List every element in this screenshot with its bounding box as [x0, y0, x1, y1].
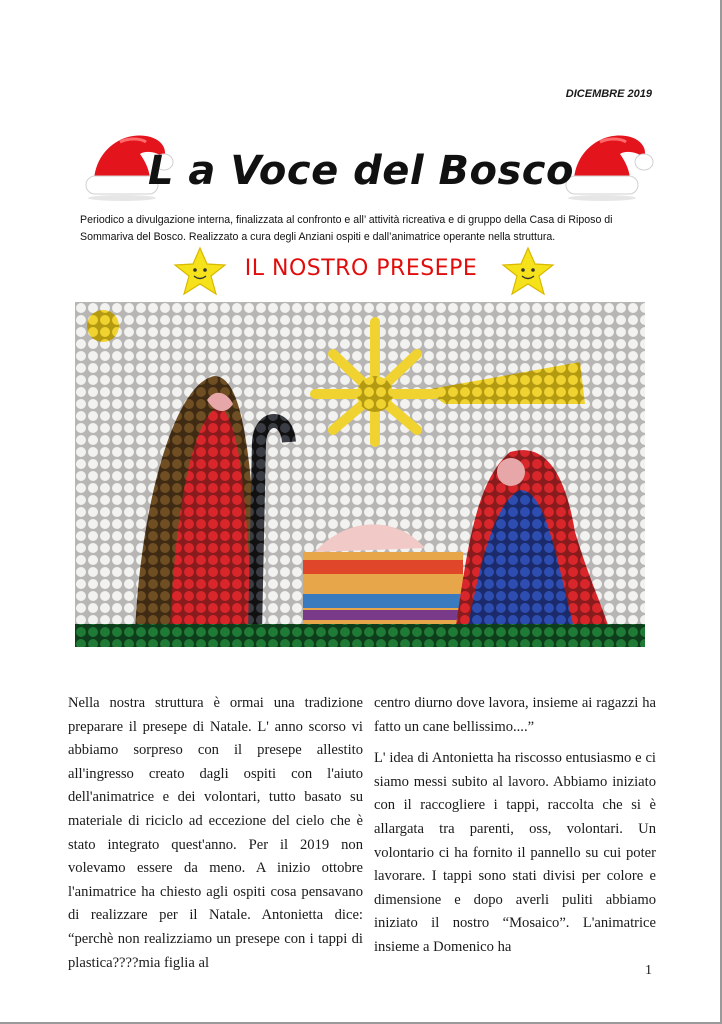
article-paragraph: L' idea di Antonietta ha riscosso entusiasmo e ci siamo messi subito al lavoro. Abbiamo iniziato con il raccogliere i tappi, raccolta che si è allargata tra parenti, oss, volontari. Un volontario ci ha fornito il pannello su cui poter lavorare. I tappi sono stati divisi per colore e dimensione e dopo averli puliti abbiamo iniziato il nostro “Mosaico”. L'animatrice insieme a Domenico ha — [374, 750, 656, 955]
section-title: IL NOSTRO PRESEPE — [244, 256, 478, 281]
article-paragraph: centro diurno dove lavora, insieme ai ragazzi ha fatto un cane bellissimo....” — [374, 695, 656, 735]
issue-date: DICEMBRE 2019 — [565, 88, 652, 100]
article-paragraph: Nella nostra struttura è ormai una tradizione preparare il presepe di Natale. L' anno scorso vi abbiamo sorpreso con il presepe allestito all'ingresso creato dagli ospiti con l'aiuto dell'animatrice e dei volontari, tutto basato su materiale di riciclo ad eccezione del cielo che è stato integrato quest'anno. Per il 2019 non volevamo essere da meno. A inizio ottobre l'animatrice ha chiesto agli ospiti cosa pensavano di realizzare per il Natale. Antonietta dice: “perchè non realizziamo un presepe con i tappi di plastica????mia figlia al — [68, 695, 363, 971]
newsletter-subtitle: Periodico a divulgazione interna, finalizzata al confronto e all’ attività ricreativa e di gruppo della Casa di Riposo di Sommariva del Bosco. Realizzato a cura degli Anziani ospiti e dall’animatrice operante nella struttura. — [80, 214, 613, 243]
page-number: 1 — [645, 963, 652, 978]
article-right-column — [374, 692, 656, 960]
nativity-mosaic-photo — [75, 302, 645, 647]
newsletter-title: L a Voce del Bosco — [148, 148, 574, 194]
smiling-star-icon — [500, 246, 556, 296]
article-left-column — [68, 692, 363, 975]
